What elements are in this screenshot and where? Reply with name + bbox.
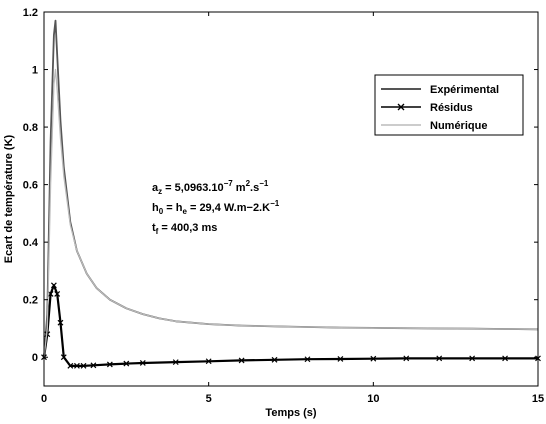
x-tick-label: 5	[205, 393, 212, 405]
x-tick-label: 15	[531, 393, 545, 405]
legend-label-residus: Résidus	[430, 102, 473, 114]
legend	[375, 75, 523, 135]
legend-label-numerique: Numérique	[430, 120, 488, 132]
annotation-line-exchange-coefficient: $h_0 = h_e = 29,4$ $W.m-2.K^{-1}$	[152, 199, 280, 216]
y-tick-label: 0.4	[22, 237, 38, 250]
y-axis-label: Ecart de température (K)	[3, 134, 15, 264]
annotation-line-final-time: $t_f = 400,3$ ms	[152, 222, 218, 236]
x-axis-label: Temps (s)	[265, 407, 317, 419]
y-tick-label: 0.8	[22, 122, 38, 135]
y-tick-label: 1.2	[22, 7, 38, 19]
y-tick-label: 0.2	[22, 294, 38, 307]
y-tick-label: 1	[31, 64, 38, 77]
annotation-line-diffusivity: $a_z = 5,0963.10^{-7}$ $m^2.s^{-1}$	[152, 179, 269, 196]
x-tick-label: 10	[367, 393, 380, 405]
y-tick-label: 0	[31, 352, 38, 365]
x-tick-label: 0	[40, 393, 48, 405]
y-tick-label: 0.6	[22, 179, 38, 192]
legend-label-experimental: Expérimental	[430, 84, 500, 96]
